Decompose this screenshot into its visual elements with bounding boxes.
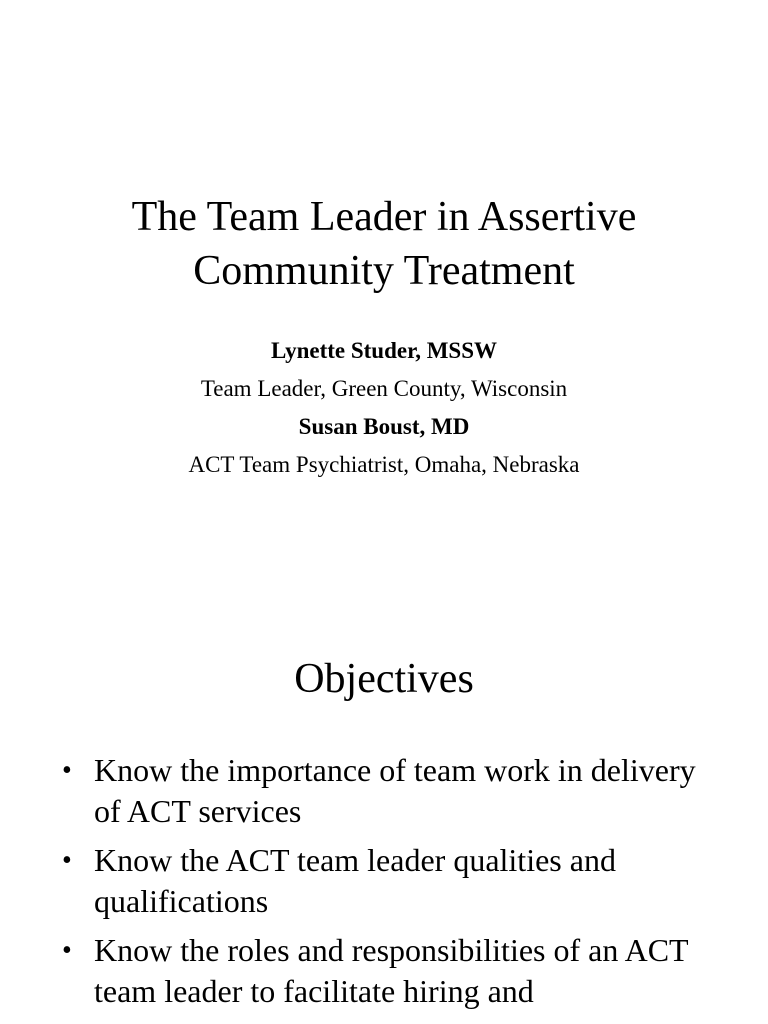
objective-text: Know the ACT team leader qualities and qualifications <box>94 842 616 919</box>
objectives-list <box>62 750 712 1020</box>
objective-item <box>62 750 712 832</box>
slide-title-heading <box>0 190 768 298</box>
bullet-marker: • <box>62 845 72 876</box>
title-line-1: The Team Leader in Assertive <box>131 194 637 240</box>
title-line-2: Community Treatment <box>193 248 575 294</box>
presenter-role: ACT Team Psychiatrist, Omaha, Nebraska <box>188 452 580 477</box>
objectives-heading: Objectives <box>294 656 474 702</box>
objective-item <box>62 930 712 1012</box>
objective-text: Know the roles and responsibilities of an ACT team leader to facilitate hiring and <box>94 932 688 1009</box>
slide-objectives <box>0 576 768 1024</box>
presenter-name: Lynette Studer, MSSW <box>271 338 497 363</box>
objective-item <box>62 840 712 922</box>
objective-text: Know the importance of team work in delivery of ACT services <box>94 752 696 829</box>
presenter-name: Susan Boust, MD <box>298 414 470 439</box>
presenter-list <box>0 332 768 484</box>
bullet-marker: • <box>62 935 72 966</box>
presenter-role: Team Leader, Green County, Wisconsin <box>200 376 568 401</box>
bullet-marker: • <box>62 755 72 786</box>
